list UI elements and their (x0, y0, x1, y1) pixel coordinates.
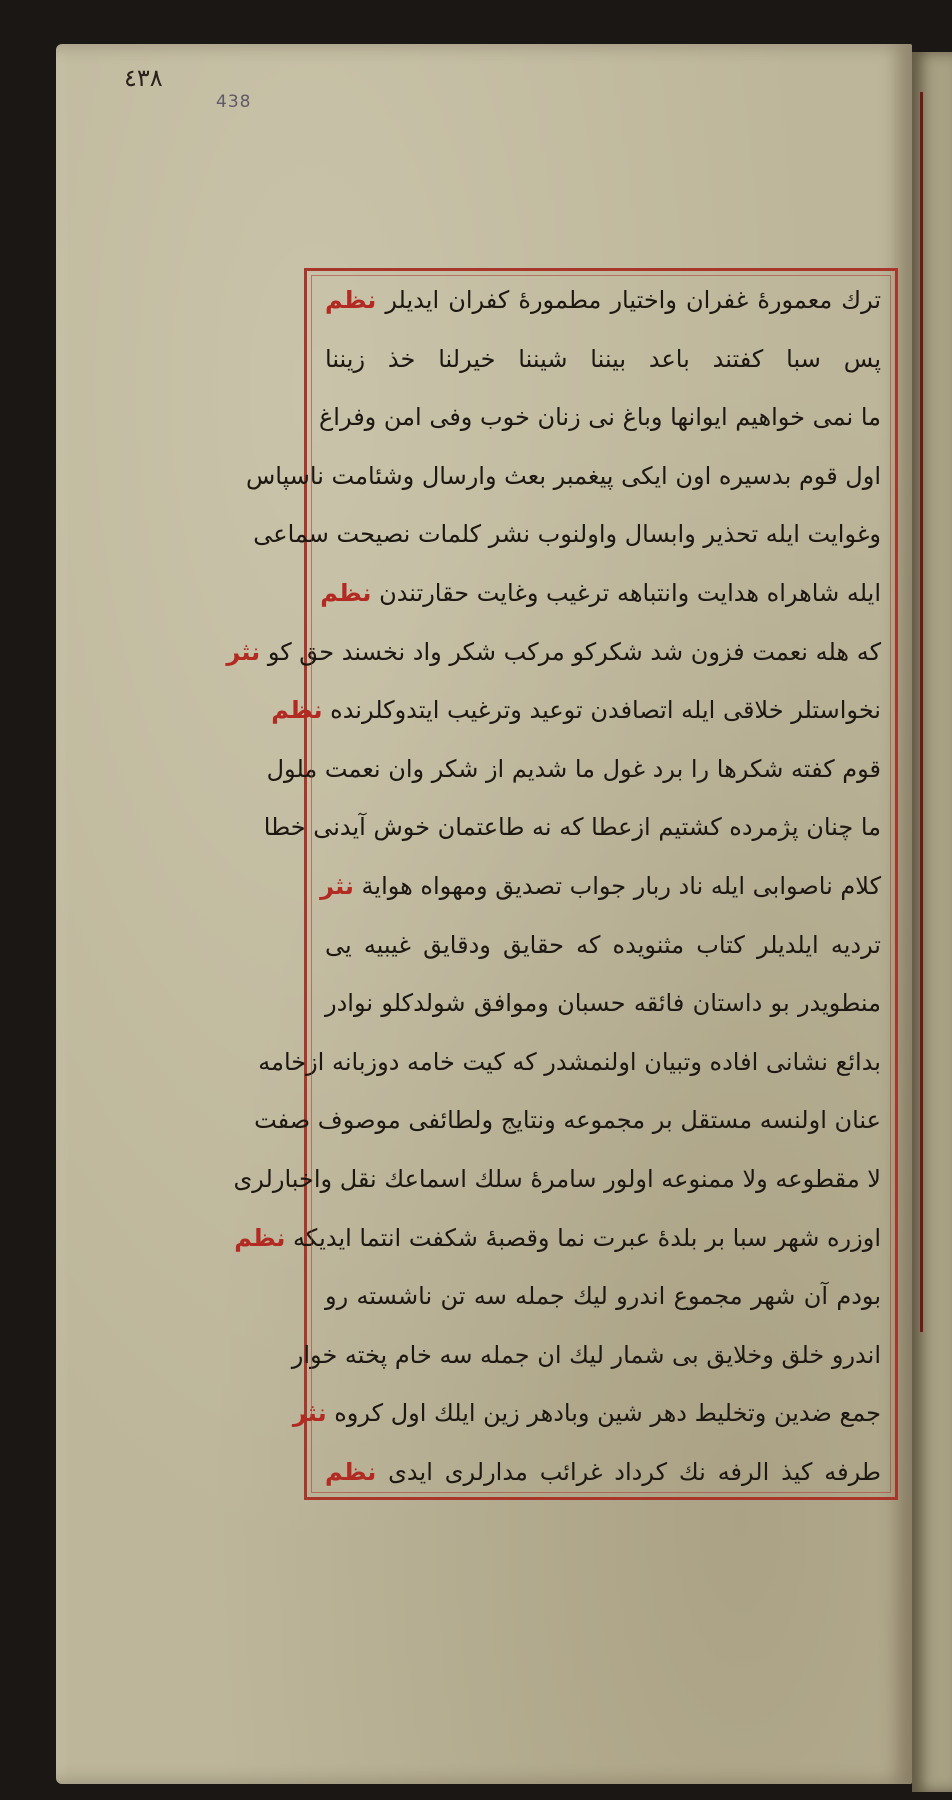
line-text: طرفه كيذ الرفه نك كرداد غرائب مدارلرى ايدى (388, 1457, 881, 1486)
line-text: اول قوم بدسيره اون ايكى پيغمبر بعث وارسال وشئامت ناسپاس (245, 461, 881, 490)
rubric-heading: نظم (320, 578, 372, 607)
line-text: منطويدر بو داستان فائقه حسبان وموافق شولدكلو نوادر (325, 989, 881, 1018)
rubric-heading: نثر (292, 1399, 327, 1428)
folio-number: ٤٣٨ (124, 64, 163, 92)
text-line (258, 1047, 881, 1077)
text-line (234, 1223, 881, 1253)
text-line (325, 344, 881, 374)
line-text: اوزره شهر سبا بر بلدهٔ عبرت نما وقصبهٔ شكفت انتما ايديكه (293, 1223, 881, 1252)
line-text: كلام ناصوابى ايله ناد ربار جواب تصديق ومهواه هواية (361, 871, 881, 900)
text-line (325, 1281, 881, 1311)
rubric-heading: نثر (320, 871, 354, 900)
text-line (271, 695, 881, 725)
line-text: نخواستلر خلاقى ايله اتصافدن توعيد وترغيب ايتدوكلرنده (330, 696, 881, 725)
line-text: ما نمى خواهيم ايوانها وباغ نى زنان خوب وفى امن وفراغ (318, 403, 881, 432)
text-line (263, 812, 881, 842)
line-text: عنان اولنسه مستقل بر مجموعه ونتايج ولطائفى موصوف صفت (254, 1106, 881, 1135)
line-text: ترديه ايلديلر كتاب مثنويده كه حقايق ودقايق غيبيه يى (325, 930, 881, 959)
text-frame (226, 268, 898, 1500)
facing-page-frame-line (920, 92, 923, 1332)
rubric-heading: نظم (325, 1457, 377, 1486)
line-text: پس سبا كفتند باعد بيننا شيننا خيرلنا خذ زيننا (325, 344, 881, 373)
text-line (266, 754, 881, 784)
text-line (325, 988, 881, 1018)
text-line (318, 402, 881, 432)
pencil-folio-number: 438 (216, 92, 252, 112)
line-text: كه هله نعمت فزون شد شكركو مركب شكر واد نخسند حق كو (267, 637, 881, 666)
text-line (245, 461, 881, 491)
line-text: ما چنان پژمرده كشتيم ازعطا كه نه طاعتمان خوش آيدنى خطا (263, 813, 881, 842)
text-line (320, 578, 881, 608)
line-text: قوم كفته شكرها را برد غول ما شديم از شكر وان نعمت ملول (266, 754, 881, 783)
text-line (325, 285, 881, 315)
text-line (254, 1105, 881, 1135)
facing-page-edge (912, 52, 952, 1792)
text-line (226, 637, 881, 667)
text-line (320, 871, 881, 901)
line-text: ايله شاهراه هدايت وانتباهه ترغيب وغايت حقارتندن (379, 578, 881, 607)
rubric-heading: نثر (226, 637, 261, 666)
text-line (291, 1340, 881, 1370)
rubric-heading: نظم (271, 696, 323, 725)
line-text: اندرو خلق وخلايق بى شمار ليك ان جمله سه خام پخته خوار (291, 1340, 881, 1369)
line-text: وغوايت ايله تحذير وابسال واولنوب نشر كلمات نصيحت سماعى (253, 520, 881, 549)
line-text: جمع ضدين وتخليط دهر شين وبادهر زين ايلك اول كروه (334, 1399, 881, 1428)
line-text: بدائع نشانى افاده وتبيان اولنمشدر كه كيت خامه دوزبانه ازخامه (258, 1047, 881, 1076)
text-line (325, 1457, 881, 1487)
text-line (233, 1164, 881, 1194)
text-line (292, 1398, 881, 1428)
line-text: لا مقطوعه ولا ممنوعه اولور سامرهٔ سلك اسماعك نقل واخبارلرى (233, 1164, 881, 1193)
line-text: بودم آن شهر مجموع اندرو ليك جمله سه تن ناشسته رو (325, 1282, 881, 1311)
rubric-heading: نظم (234, 1223, 286, 1252)
text-line (325, 930, 881, 960)
text-block (226, 285, 881, 1487)
text-line (253, 519, 881, 549)
line-text: ترك معمورهٔ غفران واختيار مطمورهٔ كفران ايديلر (385, 286, 881, 314)
rubric-heading: نظم (325, 286, 377, 314)
